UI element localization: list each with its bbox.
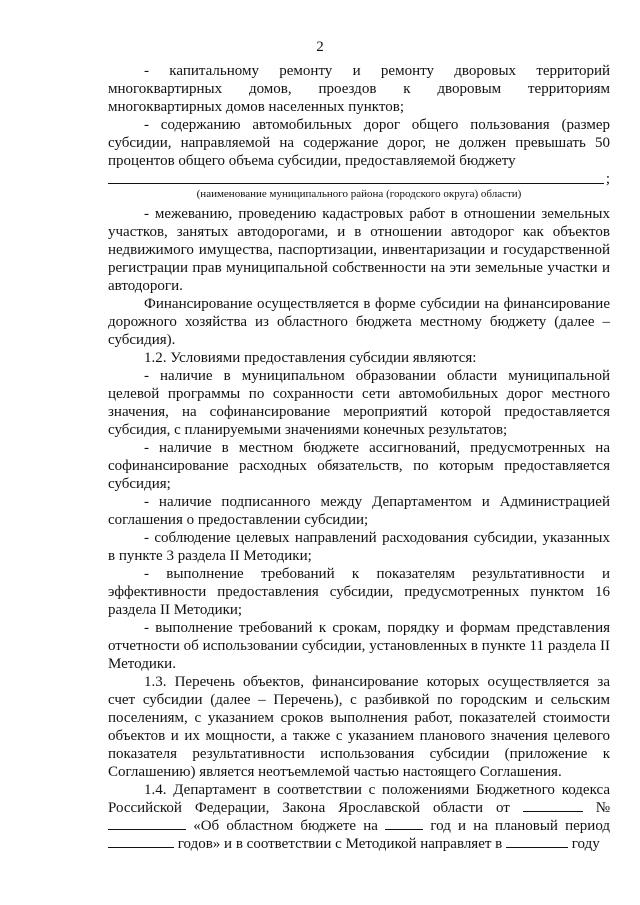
document-body <box>108 62 610 853</box>
underline-rule <box>108 183 604 184</box>
paragraph-text: годов» и в соответствии с Методикой направляет в <box>177 836 503 852</box>
paragraph-text: год и на плановый период <box>430 818 611 834</box>
paragraph: - содержанию автомобильных дорог общего пользования (размер субсидии, направляемой на содержание дорог, не должен превышать 50 процентов общего объема субсидии, предоставляемой бюджету <box>108 117 610 169</box>
blank-line <box>108 170 610 188</box>
line-end-punctuation: ; <box>605 171 610 187</box>
paragraph-text: «Об областном бюджете на <box>193 818 378 834</box>
paragraph: - выполнение требований к показателям результативности и эффективности предоставления субсидии, предусмотренных пунктом 16 раздела II Методики; <box>108 566 610 618</box>
field-caption: (наименование муниципального района (городского округа) области) <box>196 188 522 200</box>
blank-field <box>506 835 568 848</box>
paragraph-text: № <box>595 800 611 816</box>
blank-field <box>108 835 174 848</box>
paragraph: 1.2. Условиями предоставления субсидии являются: <box>144 350 477 366</box>
paragraph: - выполнение требований к срокам, порядку и формам представления отчетности об использовании субсидии, установленных в пункте 11 раздела II Методики. <box>108 620 610 672</box>
paragraph <box>108 781 610 853</box>
paragraph: 1.3. Перечень объектов, финансирование которых осуществляется за счет субсидии (далее – Перечень), с разбивкой по городским и сельским поселениям, с указанием сроков выполнения работ, показателей стоимости объектов и их мощности, а также с указанием планового значения целевого показателя результативности использования субсидии (приложение к Соглашению) является неотъемлемой частью настоящего Соглашения. <box>108 674 610 780</box>
blank-field <box>385 817 423 830</box>
paragraph-text: году <box>571 836 600 852</box>
paragraph: Финансирование осуществляется в форме субсидии на финансирование дорожного хозяйства из областного бюджета местному бюджету (далее – субсидия). <box>108 296 610 348</box>
paragraph: - капитальному ремонту и ремонту дворовых территорий многоквартирных домов, проездов к дворовым территориям многоквартирных домов населенных пунктов; <box>108 63 610 115</box>
paragraph: - наличие подписанного между Департаментом и Администрацией соглашения о предоставлении субсидии; <box>108 494 610 528</box>
page-number: 2 <box>316 39 324 55</box>
blank-field <box>523 799 583 812</box>
blank-field <box>108 817 186 830</box>
paragraph: - наличие в местном бюджете ассигнований, предусмотренных на софинансирование расходных обязательств, по которым предоставляется субсидия; <box>108 440 610 492</box>
paragraph: - соблюдение целевых направлений расходования субсидии, указанных в пункте 3 раздела II Методики; <box>108 530 610 564</box>
paragraph: - наличие в муниципальном образовании области муниципальной целевой программы по сохранности сети автомобильных дорог местного значения, на софинансирование мероприятий которой предоставляется субсидия, с планируемыми значениями конечных результатов; <box>108 368 610 438</box>
paragraph: - межеванию, проведению кадастровых работ в отношении земельных участков, занятых автодорогами, и в отношении автодорог как объектов недвижимого имущества, паспортизации, инвентаризации и государственной регистрации прав муниципальной собственности на эти земельные участки и автодороги. <box>108 206 610 294</box>
paragraph-text: 1.4. Департамент в соответствии с положениями Бюджетного кодекса Российской Федерации, Закона Ярославской области от <box>108 782 610 816</box>
